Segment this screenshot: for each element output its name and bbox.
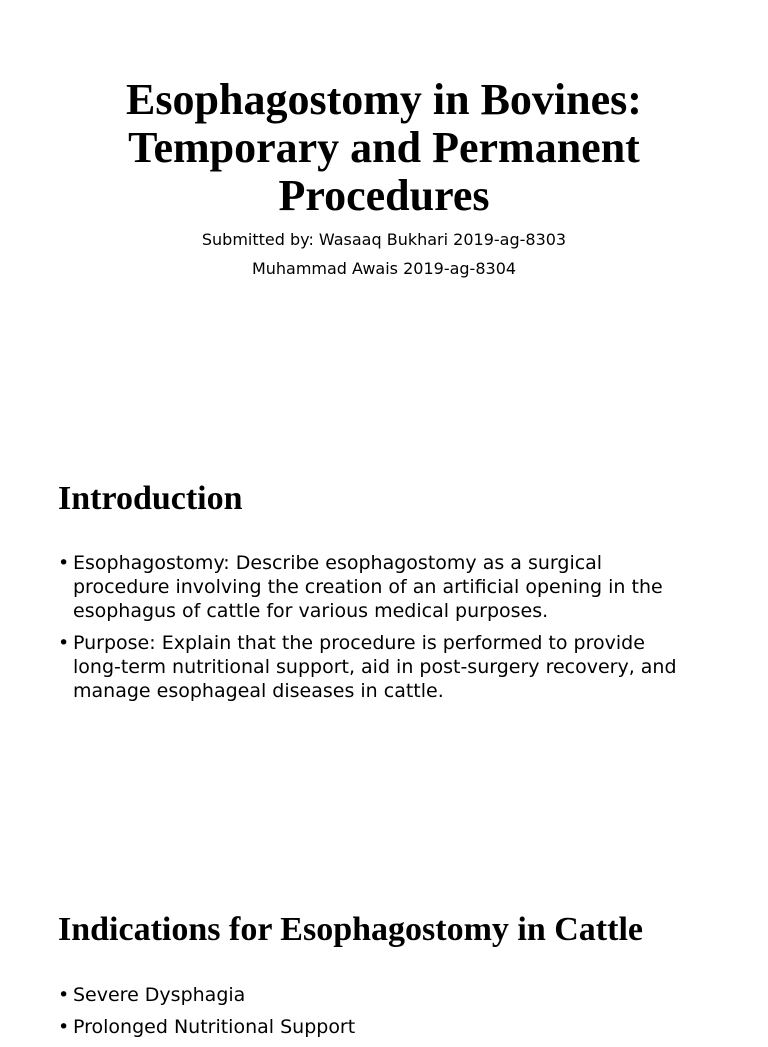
bullet-text: Severe Dysphagia xyxy=(73,984,246,1006)
bullet-marker: • xyxy=(58,1016,70,1038)
indications-bullet-list xyxy=(58,983,698,1047)
list-item xyxy=(58,1015,698,1039)
presentation-title: Esophagostomy in Bovines: Temporary and Permanent Procedures xyxy=(126,75,642,220)
introduction-slide xyxy=(0,432,768,864)
co-author-line: Muhammad Awais 2019-ag-8304 xyxy=(251,259,517,278)
submitted-by-line: Submitted by: Wasaaq Bukhari 2019-ag-8303 xyxy=(201,230,567,249)
bullet-text: Prolonged Nutritional Support xyxy=(73,1016,356,1038)
list-item xyxy=(58,551,698,623)
title-slide xyxy=(0,0,768,432)
bullet-text: Esophagostomy: Describe esophagostomy as a surgical procedure involving the creation of an artificial opening in the esophagus of cattle for various medical purposes. xyxy=(73,552,663,622)
introduction-bullet-list xyxy=(58,551,698,711)
indications-slide xyxy=(0,864,768,1038)
introduction-heading: Introduction xyxy=(58,480,243,517)
bullet-text: Purpose: Explain that the procedure is performed to provide long-term nutritional support, aid in post-surgery recovery, and manage esophageal diseases in cattle. xyxy=(73,632,677,702)
indications-heading: Indications for Esophagostomy in Cattle xyxy=(58,911,643,948)
bullet-marker: • xyxy=(58,552,70,574)
bullet-marker: • xyxy=(58,632,70,654)
bullet-marker: • xyxy=(58,984,70,1006)
list-item xyxy=(58,983,698,1007)
list-item xyxy=(58,631,698,703)
